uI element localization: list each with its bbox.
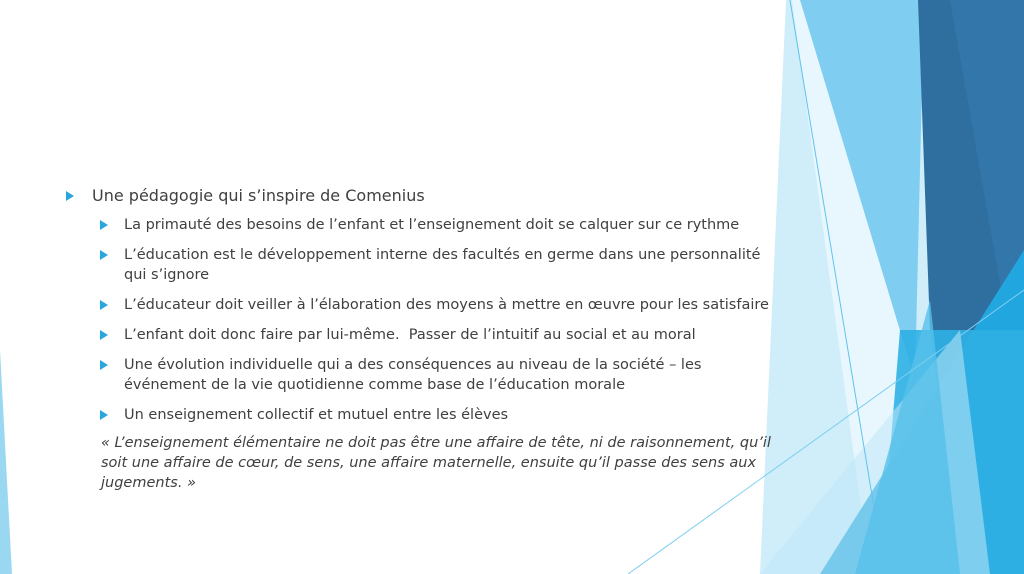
- sub-bullet: [60, 405, 780, 425]
- sub-bullet-text: Un enseignement collectif et mutuel entre les élèves: [124, 407, 509, 423]
- sub-bullet: [60, 295, 780, 315]
- bullet-arrow-icon: [100, 300, 108, 310]
- main-bullet-text: Une pédagogie qui s’inspire de Comenius: [92, 186, 425, 205]
- bullet-arrow-icon: [100, 410, 108, 420]
- bullet-arrow-icon: [100, 220, 108, 230]
- quote-text: « L’enseignement élémentaire ne doit pas être une affaire de tête, ni de raisonnement, qu’il soit une affaire de cœur, de sens, une affaire maternelle, ensuite qu’il passe des sens aux jugements. »: [101, 435, 771, 491]
- sub-bullet-text: La primauté des besoins de l’enfant et l’enseignement doit se calquer sur ce rythme: [124, 217, 740, 233]
- sub-bullet-text: Une évolution individuelle qui a des conséquences au niveau de la société – les événement de la vie quotidienne comme base de l’éducation morale: [124, 357, 702, 393]
- sub-bullet-text: L’éducateur doit veiller à l’élaboration des moyens à mettre en œuvre pour les satisfaire: [124, 297, 769, 313]
- left-edge-shape: [0, 350, 12, 574]
- sub-bullet: [60, 245, 780, 285]
- sub-bullet: [60, 215, 780, 235]
- bullet-arrow-icon: [100, 250, 108, 260]
- sub-bullet-text: L’éducation est le développement interne des facultés en germe dans une personnalité qui s’ignore: [124, 247, 761, 283]
- slide-content: [60, 186, 780, 493]
- sub-bullet: [60, 325, 780, 345]
- bullet-arrow-icon: [100, 330, 108, 340]
- main-bullet: [60, 186, 780, 206]
- sub-bullet: [60, 355, 780, 395]
- bullet-arrow-icon: [100, 360, 108, 370]
- bullet-arrow-icon: [66, 191, 74, 201]
- sub-bullet-text: L’enfant doit donc faire par lui-même. Passer de l’intuitif au social et au moral: [124, 327, 696, 343]
